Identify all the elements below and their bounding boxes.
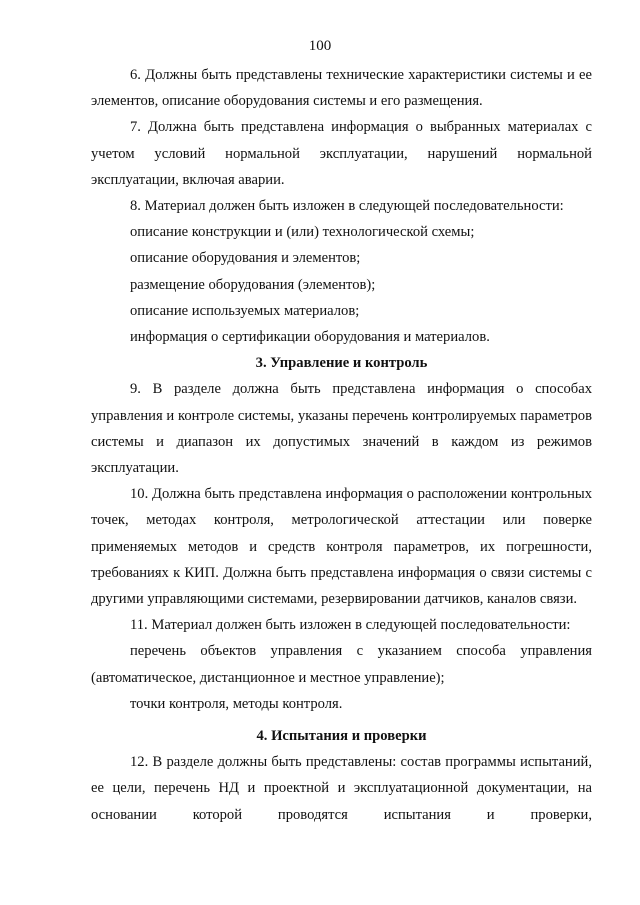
document-body: [91, 62, 592, 828]
paragraph-11: 11. Материал должен быть изложен в следующей последовательности:: [130, 617, 571, 634]
section-heading-4: 4. Испытания и проверки: [256, 728, 427, 745]
paragraph-12: 12. В разделе должны быть представлены: состав программы испытаний, ее цели, перечень НД и проектной и эксплуатационной документации, на основании которой проводятся испытания и проверки,: [91, 754, 592, 823]
list-item: описание конструкции и (или) технологической схемы;: [130, 224, 475, 241]
section-heading-3: 3. Управление и контроль: [255, 355, 428, 372]
paragraph-9: 9. В разделе должна быть представлена информация о способах управления и контроле системы, указаны перечень контролируемых параметров системы и диапазон их допустимых значений в каждом из режимов эксплуатации.: [91, 381, 592, 477]
list-item: размещение оборудования (элементов);: [130, 276, 376, 293]
page-number: 100: [308, 38, 332, 54]
list-item: описание используемых материалов;: [130, 302, 360, 319]
paragraph-6: 6. Должны быть представлены технические характеристики системы и ее элементов, описание оборудования системы и его размещения.: [91, 67, 592, 110]
paragraph-11-item: перечень объектов управления с указанием способа управления (автоматическое, дистанционное и местное управление);: [91, 643, 592, 686]
list-item: информация о сертификации оборудования и материалов.: [130, 329, 490, 346]
list-item: точки контроля, методы контроля.: [130, 695, 343, 712]
paragraph-10: 10. Должна быть представлена информация о расположении контрольных точек, методах контроля, метрологической аттестации или поверке применяемых методов и средств контроля параметров, их погрешности, требованиях к КИП. Должна быть представлена информация о связи системы с другими управляющими системами, резервировании датчиков, каналов связи.: [91, 486, 592, 608]
paragraph-8: 8. Материал должен быть изложен в следующей последовательности:: [130, 198, 564, 215]
list-item: описание оборудования и элементов;: [130, 250, 361, 267]
paragraph-7: 7. Должна быть представлена информация о выбранных материалах с учетом условий нормальной эксплуатации, нарушений нормальной эксплуатации, включая аварии.: [91, 119, 592, 188]
